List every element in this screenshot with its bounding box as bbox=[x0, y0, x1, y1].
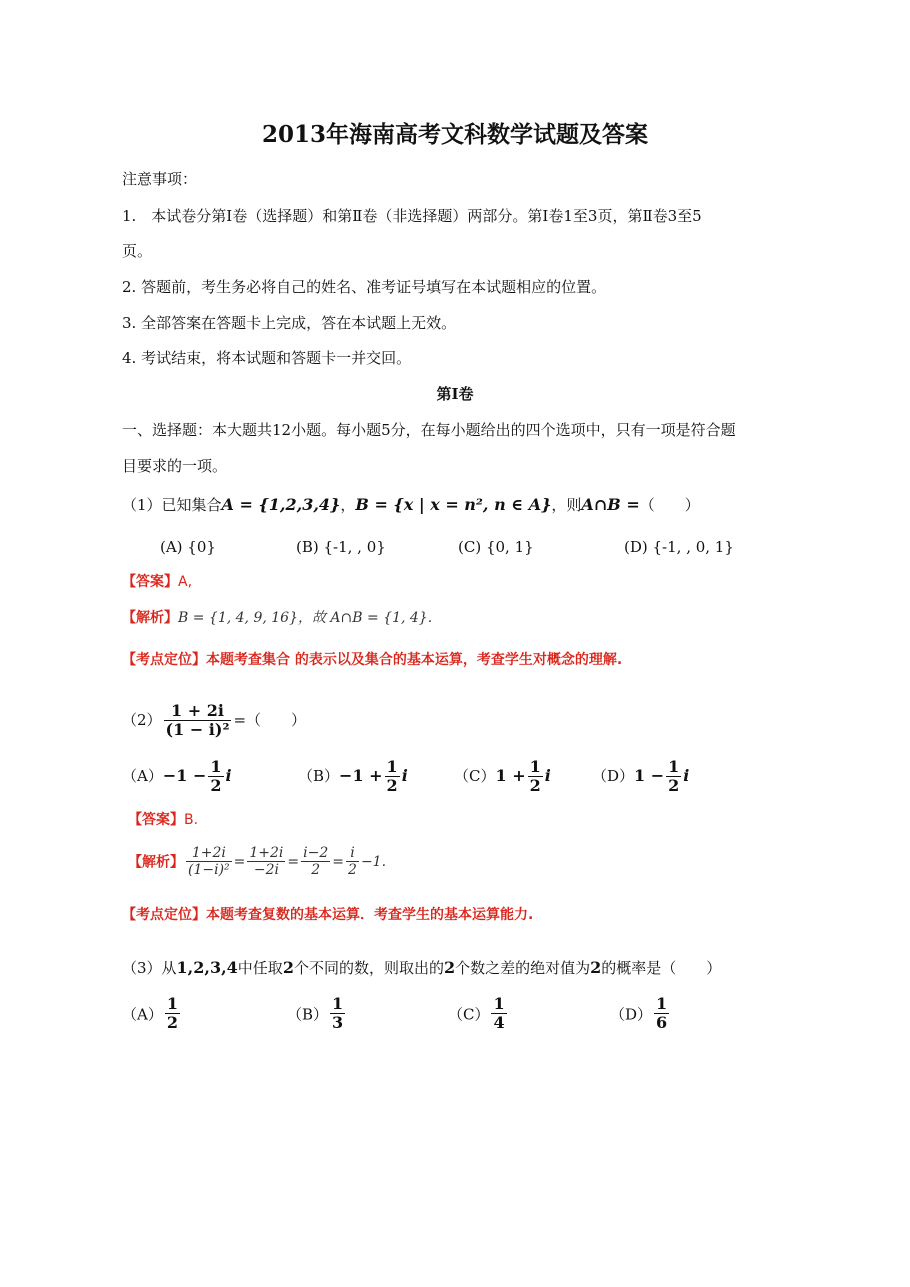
question-1 bbox=[122, 494, 700, 515]
sol-tail: −1. bbox=[360, 853, 387, 870]
q1-expr: A∩B = bbox=[581, 495, 640, 514]
sol-denominator: 2 bbox=[301, 861, 330, 878]
option-fraction bbox=[654, 995, 669, 1033]
q2-analysis-label: 【解析】 bbox=[128, 854, 184, 871]
q1-blank: （ ） bbox=[639, 496, 700, 514]
q1-option-c: (C) {0, 1} bbox=[458, 538, 534, 556]
q2-analysis bbox=[128, 845, 386, 878]
q1-option-b: (B) {-1, , 0} bbox=[296, 538, 386, 556]
notice-item-1-cont: 页。 bbox=[122, 242, 153, 260]
question-2 bbox=[122, 702, 306, 740]
sol-equals: = bbox=[332, 853, 345, 870]
q3-option-c bbox=[448, 995, 509, 1033]
q1-prefix: （1）已知集合 bbox=[122, 496, 222, 514]
q2-option-c bbox=[454, 758, 551, 796]
option-fraction bbox=[491, 995, 506, 1033]
page-title: 2013年海南高考文科数学试题及答案 bbox=[261, 121, 648, 148]
option-term: 1 + bbox=[495, 765, 526, 785]
option-fraction bbox=[666, 758, 681, 796]
q3-option-b bbox=[287, 995, 347, 1033]
option-denominator: 2 bbox=[529, 776, 541, 796]
sol-equals: = bbox=[287, 853, 300, 870]
q2-answer-value: B. bbox=[184, 812, 199, 828]
option-term: 1 − bbox=[634, 765, 665, 785]
option-label: （B） bbox=[298, 766, 340, 785]
q1-point-text: 本题考查集合 的表示以及集合的基本运算，考查学生对概念的理解. bbox=[206, 652, 623, 668]
q3-text-1: 中任取 bbox=[237, 959, 283, 977]
q2-point-label: 【考点定位】 bbox=[122, 907, 206, 923]
sol-denominator: (1−i)² bbox=[188, 862, 230, 879]
option-label: （A） bbox=[122, 1005, 163, 1024]
q1-option-d: (D) {-1, , 0, 1} bbox=[624, 538, 734, 556]
option-imag: i bbox=[401, 765, 408, 785]
q2-point-text: 本题考查复数的基本运算．考查学生的基本运算能力. bbox=[206, 907, 534, 923]
notice-item-1: 1. 本试卷分第Ⅰ卷（选择题）和第Ⅱ卷（非选择题）两部分。第Ⅰ卷1至3页，第Ⅱ卷3至5 bbox=[122, 207, 702, 225]
sol-fraction-2 bbox=[247, 845, 285, 878]
sol-fraction-4 bbox=[346, 845, 359, 878]
option-numerator: 1 bbox=[166, 994, 178, 1013]
option-fraction bbox=[208, 758, 223, 796]
option-numerator: 1 bbox=[656, 994, 668, 1013]
q2-eq: =（ ） bbox=[233, 710, 307, 729]
option-label: （C） bbox=[448, 1005, 490, 1024]
option-denominator: 2 bbox=[166, 1013, 178, 1033]
q1-answer bbox=[122, 571, 192, 591]
q1-comma: ， bbox=[340, 496, 356, 514]
q1-analysis-label: 【解析】 bbox=[122, 610, 178, 626]
q3-count: 2 bbox=[282, 958, 294, 977]
option-numerator: 1 bbox=[332, 994, 344, 1013]
question-3 bbox=[122, 957, 721, 978]
q3-option-a bbox=[122, 995, 182, 1033]
q3-option-d bbox=[610, 995, 671, 1033]
option-denominator: 2 bbox=[210, 776, 222, 796]
option-numerator: 1 bbox=[386, 757, 398, 776]
q2-option-a bbox=[122, 758, 232, 796]
notice-item-4: 4. 考试结束，将本试题和答题卡一并交回。 bbox=[122, 349, 412, 367]
q2-option-d bbox=[592, 758, 689, 796]
q2-option-b bbox=[298, 758, 408, 796]
q1-set-a: A = {1,2,3,4} bbox=[221, 495, 341, 514]
notice-heading: 注意事项： bbox=[122, 170, 198, 188]
option-label: （D） bbox=[610, 1005, 653, 1024]
q3-numbers: 1,2,3,4 bbox=[176, 958, 238, 977]
sol-fraction-1 bbox=[186, 845, 232, 878]
section-title: 第Ⅰ卷 bbox=[436, 385, 474, 403]
sol-numerator: 1+2i bbox=[191, 845, 226, 861]
option-label: （C） bbox=[454, 766, 496, 785]
sol-numerator: i bbox=[350, 845, 355, 861]
q1-set-b: B = {x | x = n², n ∈ A} bbox=[355, 495, 552, 514]
option-fraction bbox=[385, 758, 400, 796]
q1-option-a: (A) {0} bbox=[160, 538, 216, 556]
section-intro-cont: 目要求的一项。 bbox=[122, 457, 228, 475]
q1-answer-value: A, bbox=[178, 574, 193, 590]
notice-item-2: 2. 答题前，考生务必将自己的姓名、准考证号填写在本试题相应的位置。 bbox=[122, 278, 607, 296]
q2-answer bbox=[128, 809, 198, 829]
q3-diff: 2 bbox=[590, 958, 602, 977]
q1-then: ，则 bbox=[551, 496, 582, 514]
sol-denominator: 2 bbox=[348, 862, 357, 879]
q3-text-2: 个不同的数，则取出的 bbox=[293, 959, 444, 977]
option-numerator: 1 bbox=[493, 994, 505, 1013]
q2-answer-label: 【答案】 bbox=[128, 812, 184, 828]
q1-analysis bbox=[122, 607, 432, 627]
q3-prefix: （3）从 bbox=[122, 959, 177, 977]
notice-item-3: 3. 全部答案在答题卡上完成，答在本试题上无效。 bbox=[122, 314, 457, 332]
q1-point-label: 【考点定位】 bbox=[122, 652, 206, 668]
option-label: （A） bbox=[122, 766, 163, 785]
q2-solution bbox=[184, 845, 387, 879]
section-intro: 一、选择题：本大题共12小题。每小题5分，在每小题给出的四个选项中，只有一项是符合题 bbox=[122, 421, 736, 439]
sol-denominator: −2i bbox=[247, 861, 285, 878]
option-denominator: 4 bbox=[493, 1013, 505, 1033]
option-denominator: 2 bbox=[668, 776, 680, 796]
q3-tail: 的概率是（ ） bbox=[601, 959, 722, 977]
option-imag: i bbox=[683, 765, 690, 785]
q1-analysis-text: B = {1, 4, 9, 16}，故 A∩B = {1, 4}. bbox=[178, 610, 433, 626]
option-fraction bbox=[528, 758, 543, 796]
option-imag: i bbox=[544, 765, 551, 785]
q2-prefix: （2） bbox=[122, 710, 162, 729]
q3-text-3: 个数之差的绝对值为 bbox=[455, 959, 591, 977]
sol-fraction-3 bbox=[301, 845, 330, 878]
sol-equals: = bbox=[233, 853, 246, 870]
option-fraction bbox=[330, 995, 345, 1033]
option-term: −1 + bbox=[339, 765, 383, 785]
option-numerator: 1 bbox=[668, 757, 680, 776]
q2-point bbox=[122, 904, 533, 924]
q2-denominator: (1 − i)² bbox=[165, 720, 230, 740]
option-denominator: 3 bbox=[332, 1013, 344, 1033]
sol-numerator: 1+2i bbox=[249, 845, 284, 861]
option-denominator: 6 bbox=[656, 1013, 668, 1033]
option-label: （B） bbox=[287, 1005, 329, 1024]
option-term: −1 − bbox=[162, 765, 207, 785]
q1-point bbox=[122, 649, 622, 669]
sol-numerator: i−2 bbox=[303, 845, 329, 861]
option-imag: i bbox=[225, 765, 232, 785]
option-numerator: 1 bbox=[529, 757, 541, 776]
option-fraction bbox=[165, 995, 180, 1033]
option-denominator: 2 bbox=[386, 776, 398, 796]
q2-fraction bbox=[164, 702, 232, 740]
q3-count-2: 2 bbox=[443, 958, 456, 977]
q1-answer-label: 【答案】 bbox=[122, 574, 178, 590]
option-numerator: 1 bbox=[210, 757, 222, 776]
option-label: （D） bbox=[592, 766, 635, 785]
q2-numerator: 1 + 2i bbox=[171, 701, 224, 720]
